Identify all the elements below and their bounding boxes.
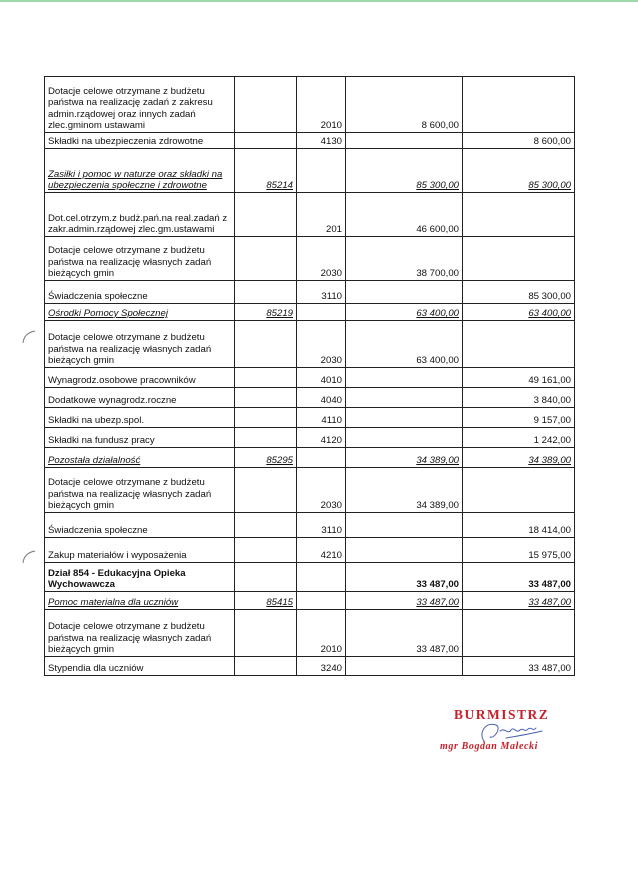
row-plan: 8 600,00 [346, 77, 463, 133]
row-name: Zasiłki i pomoc w naturze oraz składki na ubezpieczenia społeczne i zdrowotne [45, 149, 235, 193]
row-plan: 38 700,00 [346, 237, 463, 281]
stamp-name: mgr Bogdan Małecki [440, 741, 539, 752]
row-chapter [235, 321, 297, 368]
row-expense: 34 389,00 [463, 448, 575, 468]
row-chapter [235, 193, 297, 237]
row-name: Dodatkowe wynagrodz.roczne [45, 388, 235, 408]
row-expense: 8 600,00 [463, 133, 575, 149]
row-name: Składki na ubezp.spol. [45, 408, 235, 428]
row-plan [346, 408, 463, 428]
row-paragraph: 4130 [297, 133, 346, 149]
row-paragraph [297, 592, 346, 610]
table-row [45, 448, 575, 468]
budget-table [44, 76, 575, 676]
row-expense: 9 157,00 [463, 408, 575, 428]
table-row [45, 428, 575, 448]
table-row [45, 321, 575, 368]
table-row [45, 388, 575, 408]
row-paragraph: 2030 [297, 237, 346, 281]
row-expense: 33 487,00 [463, 563, 575, 592]
row-name: Pozostała działalność [45, 448, 235, 468]
table-row [45, 77, 575, 133]
row-name: Dotacje celowe otrzymane z budżetu państwa na realizację własnych zadań bieżących gmin [45, 321, 235, 368]
row-expense: 85 300,00 [463, 149, 575, 193]
row-chapter [235, 428, 297, 448]
row-paragraph: 2010 [297, 610, 346, 657]
row-paragraph: 3240 [297, 657, 346, 676]
row-name: Zakup materiałów i wyposażenia [45, 538, 235, 563]
stamp-title: BURMISTRZ [454, 707, 550, 722]
table-row [45, 133, 575, 149]
row-expense: 1 242,00 [463, 428, 575, 448]
row-name: Składki na fundusz pracy [45, 428, 235, 448]
row-name: Dotacje celowe otrzymane z budżetu państwa na realizację własnych zadań bieżących gmin [45, 610, 235, 657]
table-row [45, 592, 575, 610]
row-paragraph: 4120 [297, 428, 346, 448]
row-expense: 33 487,00 [463, 657, 575, 676]
table-row [45, 304, 575, 321]
table-row [45, 368, 575, 388]
row-expense [463, 610, 575, 657]
row-paragraph: 2010 [297, 77, 346, 133]
row-chapter [235, 237, 297, 281]
row-expense [463, 193, 575, 237]
table-row [45, 538, 575, 563]
row-paragraph: 201 [297, 193, 346, 237]
row-paragraph [297, 563, 346, 592]
row-chapter [235, 368, 297, 388]
table-row [45, 408, 575, 428]
table-row [45, 513, 575, 538]
table-row [45, 149, 575, 193]
table-row [45, 468, 575, 513]
row-name: Dotacje celowe otrzymane z budżetu państwa na realizację zadań z zakresu admin.rządowej oraz innych zadań zlec.gminom ustawami [45, 77, 235, 133]
row-plan [346, 657, 463, 676]
row-plan: 34 389,00 [346, 448, 463, 468]
row-name: Dotacje celowe otrzymane z budżetu państwa na realizację własnych zadań bieżących gmin [45, 468, 235, 513]
row-plan [346, 368, 463, 388]
row-chapter [235, 563, 297, 592]
row-expense: 63 400,00 [463, 304, 575, 321]
row-name: Wynagrodz.osobowe pracowników [45, 368, 235, 388]
row-expense: 15 975,00 [463, 538, 575, 563]
row-chapter [235, 388, 297, 408]
punch-hole-mark-icon [22, 550, 36, 564]
table-row [45, 657, 575, 676]
row-plan: 46 600,00 [346, 193, 463, 237]
row-chapter [235, 468, 297, 513]
scan-top-edge [0, 0, 638, 2]
row-chapter [235, 610, 297, 657]
row-name: Składki na ubezpieczenia zdrowotne [45, 133, 235, 149]
row-name: Dział 854 - Edukacyjna Opieka Wychowawcza [45, 563, 235, 592]
row-paragraph [297, 448, 346, 468]
row-plan [346, 281, 463, 304]
table-row [45, 610, 575, 657]
row-chapter: 85219 [235, 304, 297, 321]
table-row [45, 193, 575, 237]
row-paragraph: 4040 [297, 388, 346, 408]
row-chapter [235, 538, 297, 563]
row-plan [346, 133, 463, 149]
row-plan: 33 487,00 [346, 563, 463, 592]
row-chapter: 85415 [235, 592, 297, 610]
row-chapter [235, 281, 297, 304]
row-name: Świadczenia społeczne [45, 281, 235, 304]
punch-hole-mark-icon [22, 330, 36, 344]
row-plan: 34 389,00 [346, 468, 463, 513]
row-chapter: 85295 [235, 448, 297, 468]
row-plan: 85 300,00 [346, 149, 463, 193]
row-name: Świadczenia społeczne [45, 513, 235, 538]
row-chapter [235, 513, 297, 538]
row-paragraph: 4210 [297, 538, 346, 563]
row-plan [346, 388, 463, 408]
mayor-signature-stamp [440, 705, 600, 765]
row-expense [463, 468, 575, 513]
row-chapter [235, 77, 297, 133]
row-chapter [235, 408, 297, 428]
table-row [45, 563, 575, 592]
row-name: Ośrodki Pomocy Społecznej [45, 304, 235, 321]
row-name: Pomoc materialna dla uczniów [45, 592, 235, 610]
table-row [45, 237, 575, 281]
row-paragraph: 4110 [297, 408, 346, 428]
row-chapter [235, 657, 297, 676]
row-expense: 3 840,00 [463, 388, 575, 408]
row-name: Stypendia dla uczniów [45, 657, 235, 676]
row-plan [346, 428, 463, 448]
row-paragraph: 3110 [297, 281, 346, 304]
table-row [45, 281, 575, 304]
row-plan: 63 400,00 [346, 304, 463, 321]
row-expense: 49 161,00 [463, 368, 575, 388]
row-expense: 18 414,00 [463, 513, 575, 538]
row-plan: 33 487,00 [346, 610, 463, 657]
row-chapter: 85214 [235, 149, 297, 193]
row-chapter [235, 133, 297, 149]
row-expense [463, 77, 575, 133]
row-name: Dot.cel.otrzym.z budż.pań.na real.zadań z zakr.admin.rządowej zlec.gm.ustawami [45, 193, 235, 237]
row-plan: 33 487,00 [346, 592, 463, 610]
row-expense: 85 300,00 [463, 281, 575, 304]
row-paragraph [297, 149, 346, 193]
row-plan [346, 538, 463, 563]
row-name: Dotacje celowe otrzymane z budżetu państwa na realizację własnych zadań bieżących gmin [45, 237, 235, 281]
row-paragraph: 3110 [297, 513, 346, 538]
row-expense [463, 321, 575, 368]
row-expense [463, 237, 575, 281]
row-plan [346, 513, 463, 538]
row-paragraph: 2030 [297, 468, 346, 513]
row-paragraph [297, 304, 346, 321]
row-paragraph: 4010 [297, 368, 346, 388]
row-plan: 63 400,00 [346, 321, 463, 368]
row-expense: 33 487,00 [463, 592, 575, 610]
row-paragraph: 2030 [297, 321, 346, 368]
